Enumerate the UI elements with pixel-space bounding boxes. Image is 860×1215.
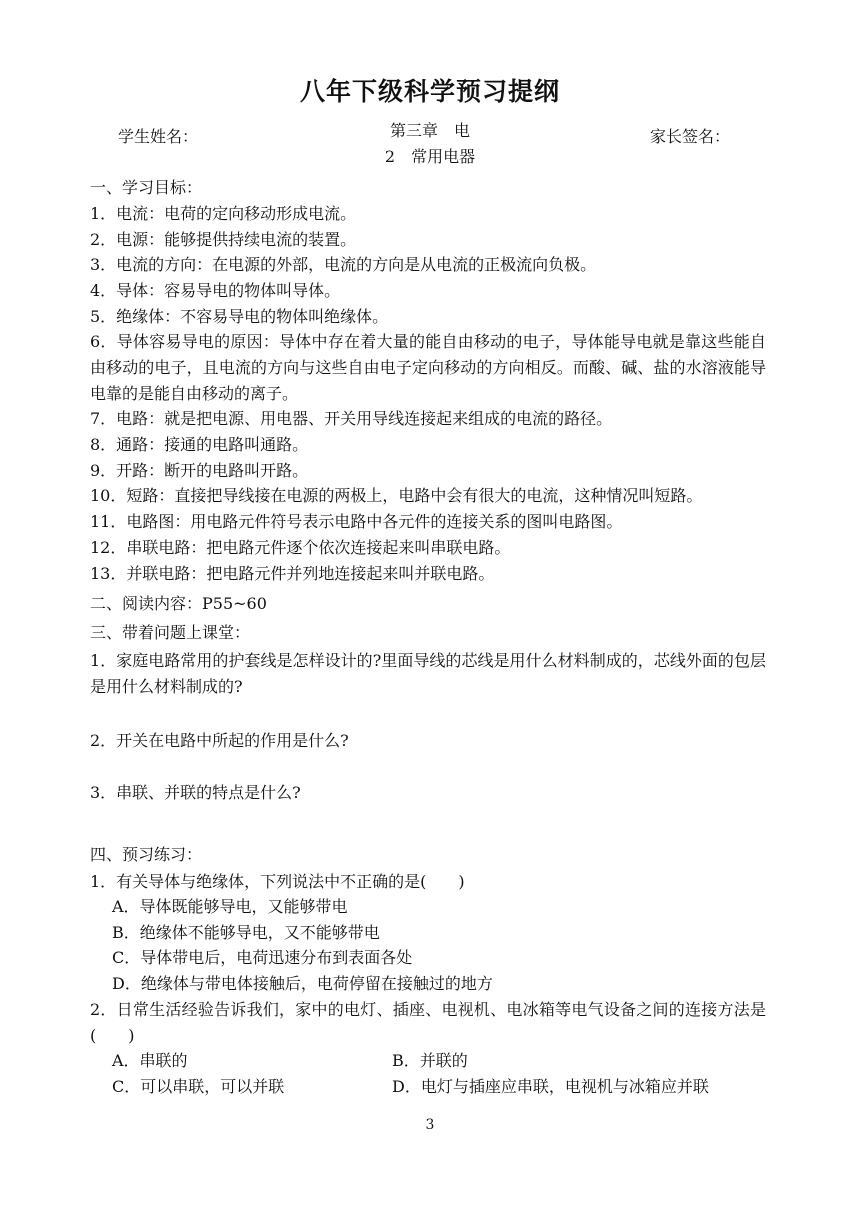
student-name-label: 学生姓名： bbox=[118, 127, 199, 146]
page-title: 八年下级科学预习提纲 bbox=[299, 77, 560, 106]
goal-item: 9．开路：断开的电路叫开路。 bbox=[90, 461, 309, 480]
goal-item: 13．并联电路：把电路元件并列地连接起来叫并联电路。 bbox=[90, 564, 495, 583]
exercise-stem: 1．有关导体与绝缘体，下列说法中不正确的是( ) bbox=[90, 872, 465, 891]
question-item: 2．开关在电路中所起的作用是什么? bbox=[90, 731, 349, 750]
question-item: 1．家庭电路常用的护套线是怎样设计的?里面导线的芯线是用什么材料制成的，芯线外面的包层是用什么材料制成的? bbox=[90, 651, 766, 696]
section-heading: 2 常用电器 bbox=[384, 147, 476, 166]
goal-item: 1．电流：电荷的定向移动形成电流。 bbox=[90, 204, 357, 223]
exercise-option: B．并联的 bbox=[392, 1051, 468, 1070]
chapter-heading: 第三章 电 bbox=[389, 121, 470, 140]
section-2-heading: 二、阅读内容：P55~60 bbox=[90, 594, 267, 613]
exercise-option: D．电灯与插座应串联，电视机与冰箱应并联 bbox=[392, 1077, 709, 1096]
goal-item: 7．电路：就是把电源、用电器、开关用导线连接起来组成的电流的路径。 bbox=[90, 409, 613, 428]
goal-item: 3．电流的方向：在电源的外部，电流的方向是从电流的正极流向负极。 bbox=[90, 255, 597, 274]
goal-item: 12．串联电路：把电路元件逐个依次连接起来叫串联电路。 bbox=[90, 538, 511, 557]
exercise-option: A．串联的 bbox=[112, 1051, 188, 1070]
goal-item: 10．短路：直接把导线接在电源的两极上，电路中会有很大的电流，这种情况叫短路。 bbox=[90, 486, 703, 505]
section-3-heading: 三、带着问题上课堂： bbox=[90, 623, 251, 642]
goal-item: 6．导体容易导电的原因：导体中存在着大量的能自由移动的电子，导体能导电就是靠这些能自由移动的电子，且电流的方向与这些自由电子定向移动的方向相反。而酸、碱、盐的水溶液能导电靠的是能自由移动的离子。 bbox=[90, 332, 766, 403]
exercise-option: B．绝缘体不能够导电，又不能够带电 bbox=[112, 923, 380, 942]
exercise-option: A．导体既能够导电，又能够带电 bbox=[112, 897, 348, 916]
exercise-option: C．可以串联，可以并联 bbox=[112, 1077, 285, 1096]
goal-item: 8．通路：接通的电路叫通路。 bbox=[90, 435, 309, 454]
parent-signature-label: 家长签名： bbox=[650, 127, 731, 146]
goal-item: 4．导体：容易导电的物体叫导体。 bbox=[90, 281, 341, 300]
exercise-option: C．导体带电后，电荷迅速分布到表面各处 bbox=[112, 948, 413, 967]
section-1-heading: 一、学习目标： bbox=[90, 178, 203, 197]
goal-item: 2．电源：能够提供持续电流的装置。 bbox=[90, 230, 357, 249]
exercise-option: D．绝缘体与带电体接触后，电荷停留在接触过的地方 bbox=[112, 974, 493, 993]
section-4-heading: 四、预习练习： bbox=[90, 845, 203, 864]
exercise-stem: 2．日常生活经验告诉我们，家中的电灯、插座、电视机、电冰箱等电气设备之间的连接方法是 ( ) bbox=[90, 1000, 783, 1045]
question-item: 3．串联、并联的特点是什么? bbox=[90, 783, 301, 802]
goal-item: 5．绝缘体：不容易导电的物体叫绝缘体。 bbox=[90, 307, 389, 326]
goal-item: 11．电路图：用电路元件符号表示电路中各元件的连接关系的图叫电路图。 bbox=[90, 512, 623, 531]
page-number: 3 bbox=[425, 1117, 435, 1133]
